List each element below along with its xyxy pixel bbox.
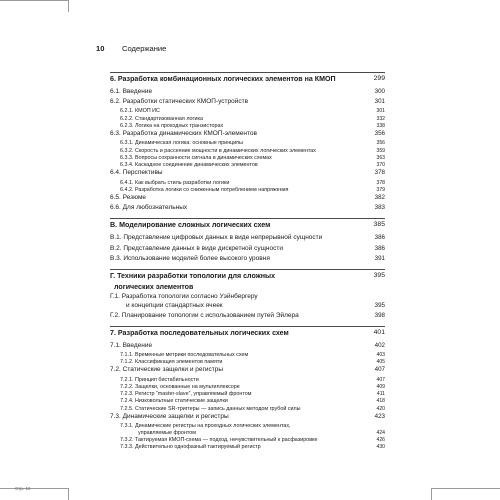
page-footer: Стр. 10 (15, 486, 31, 491)
toc-entry (110, 352, 385, 359)
toc-entry-label: Г.1. Разработка топологии согласно Уэйнбергеру (110, 293, 258, 301)
header-page-number: 10 (96, 44, 105, 53)
toc-entry-label: 6.3. Разработка динамических КМОП-элементов (110, 130, 257, 138)
toc-entry (110, 444, 385, 451)
toc-entry-label: 7.3.1. Динамические регистры на проходных логических элементах, (120, 423, 291, 430)
toc-entry-page: 407 (374, 366, 385, 374)
toc-entry-label: В.1. Представление цифровых данных в виде непрерывной сущности (110, 234, 323, 242)
toc-entry-page: 301 (374, 98, 385, 106)
toc-entry-page: 426 (376, 436, 385, 443)
header-title: Содержание (122, 44, 167, 53)
toc-entry-label: 6.2.3. Логика на проходных транзисторах (120, 122, 224, 129)
toc-entry-label: 6.4. Перспективы (110, 169, 163, 177)
toc-entry-page: 379 (376, 186, 385, 193)
toc-entry (110, 155, 385, 162)
toc-entry (110, 255, 385, 265)
toc-entry (110, 180, 385, 187)
toc-entry-label: В.2. Представление данных в виде дискретной сущности (110, 244, 283, 252)
toc-entry (110, 245, 385, 255)
toc-entry-page: 359 (376, 147, 385, 154)
toc-entry-label-continuation: логических элементов (114, 282, 194, 291)
toc-entry (110, 272, 385, 293)
toc-entry-page: 402 (374, 341, 385, 349)
toc-entry-label: 7. Разработка последовательных логических схем (110, 328, 289, 337)
toc-entry-page: 386 (374, 234, 385, 242)
toc-entry-label: 6.4.2. Разработка логики со сниженным потреблением напряжения (120, 186, 289, 193)
toc-entry-label: 7.2.1. Принцип бистабильности (120, 376, 199, 383)
toc-entry (110, 88, 385, 98)
toc-entry-label: 6.6. Для любознательных (110, 204, 188, 212)
toc-entry-label: 7.2. Статические защелки и регистры (110, 366, 223, 374)
chapter-divider (110, 72, 385, 73)
toc-entry (110, 108, 385, 115)
toc-entry-page: 300 (374, 88, 385, 95)
toc-entry (110, 359, 385, 366)
toc-entry (110, 162, 385, 169)
toc-entry (110, 130, 385, 140)
toc-entry-page: 430 (376, 444, 385, 451)
toc-entry-page: 332 (376, 115, 385, 122)
toc-entry-label: 6.3.2. Скорость и рассеяние мощности в динамических логических элементах (120, 147, 316, 154)
toc-entry-label: 6.2.2. Стандартизованная логика (120, 115, 203, 122)
toc-entry-label: 6.5. Резюме (110, 194, 147, 202)
toc-entry-page: 385 (373, 221, 385, 229)
toc-entry-label-continuation: управляемые фронтом (138, 429, 197, 436)
toc-entry-page: 423 (374, 412, 385, 420)
toc-entry (110, 391, 385, 398)
toc-entry (110, 221, 385, 234)
toc-entry-page: 363 (376, 154, 385, 161)
chapter-divider (110, 218, 385, 219)
toc-entry-label: 7.2.4. Низковольтные статические защелки (120, 398, 228, 405)
toc-entry-page: 398 (374, 311, 385, 319)
toc-entry-page: 407 (376, 376, 385, 383)
toc-entry (110, 329, 385, 342)
toc-entry-page: 401 (373, 328, 385, 336)
toc-entry (110, 187, 385, 194)
toc-entry (110, 148, 385, 155)
toc-entry (110, 75, 385, 88)
toc-entry-page: 382 (374, 194, 385, 202)
toc-entry-label: 6. Разработка комбинационных логических элементов на КМОП (110, 75, 336, 83)
toc-entry-label: 7.1. Введение (110, 341, 153, 349)
toc-entry-label: 7.3.3. Действительно однофазный тактируемый регистр (120, 444, 261, 451)
toc-entry (110, 293, 385, 312)
toc-entry (110, 169, 385, 179)
toc-entry (110, 140, 385, 147)
toc-entry (110, 423, 385, 437)
toc-entry-page: 378 (376, 179, 385, 186)
toc-entry-label: 6.3.4. Каскадное соединение динамических элементов (120, 162, 258, 169)
toc-entry (110, 398, 385, 405)
toc-entry-page: 356 (374, 130, 385, 138)
toc-entry-page: 424 (376, 429, 385, 436)
toc-entry (110, 342, 385, 352)
toc-entry-label: 7.2.3. Регистр “master-slave”, управляемый фронтом (120, 391, 252, 398)
toc-entry (110, 406, 385, 413)
toc-entry-label: 6.3.3. Вопросы сохранности сигнала в динамических схемах (120, 154, 272, 161)
toc-entry-page: 411 (376, 391, 385, 398)
toc-entry-page: 395 (374, 302, 385, 310)
toc-entry (110, 234, 385, 244)
toc-entry-label: 6.3.1. Динамическая логика: основные принципы (120, 140, 244, 147)
toc-entry-page: 378 (374, 169, 385, 177)
toc-entry-page: 403 (376, 351, 385, 358)
toc-entry-label: 7.1.2. Классификация элементов памяти (120, 359, 223, 366)
toc-entry-page: 299 (373, 75, 385, 82)
toc-entry (110, 204, 385, 214)
toc-entry (110, 194, 385, 204)
toc-entry-label: 6.1. Введение (110, 88, 153, 95)
toc-entry-page: 418 (376, 398, 385, 405)
toc-entry-label-continuation: и концепции стандартных ячеек (126, 302, 223, 310)
toc-entry (110, 366, 385, 376)
toc-entry-label: 7.3.2. Тактируемая КМОП-схема — подход, нечувствительный к расфазировке (120, 436, 318, 443)
toc-entry-label: В.3. Использование моделей более высокого уровня (110, 254, 270, 262)
toc-entry-label: 6.4.1. Как выбрать стиль разработки логики (120, 179, 230, 186)
toc-entry-label: 6.2. Разработки статических КМОП-устройств (110, 98, 249, 106)
chapter-divider (110, 326, 385, 327)
toc-entry-label: 7.1.1. Временные метрики последовательных схем (120, 351, 249, 358)
toc-entry-page: 386 (374, 244, 385, 252)
toc-entry-page: 356 (376, 140, 385, 147)
toc-entry (110, 98, 385, 108)
toc-entry (110, 312, 385, 322)
toc-entry-page: 338 (376, 122, 385, 129)
toc-entry-page: 391 (374, 254, 385, 262)
toc-entry-page: 301 (376, 108, 385, 115)
toc-entry (110, 413, 385, 423)
toc-entry-label: Г. Техники разработки топологии для сложных (110, 272, 276, 281)
toc-entry-page: 383 (374, 204, 385, 212)
toc-entry-label: Г.2. Планирование топологии с использованием путей Эйлера (110, 311, 299, 319)
toc-entry-page: 409 (376, 383, 385, 390)
toc-entry-label: 7.2.2. Защелки, основанные на мультиплексоре (120, 383, 240, 390)
toc-entry-page: 420 (376, 405, 385, 412)
toc-entry (110, 377, 385, 384)
toc-entry-label: 7.2.5. Статические SR-триггеры — запись данных методом грубой силы (120, 405, 301, 412)
toc-entry-page: 395 (373, 272, 385, 280)
toc-entry (110, 116, 385, 123)
toc-entry-label: 6.2.1. КМОП ИС (120, 108, 160, 115)
toc-entry-label: В. Моделирование сложных логических схем (110, 221, 271, 230)
toc-entry-page: 405 (376, 359, 385, 366)
toc-entry-label: 7.3. Динамические защелки и регистры (110, 412, 229, 420)
chapter-divider (110, 269, 385, 270)
toc-entry-page: 370 (376, 162, 385, 169)
